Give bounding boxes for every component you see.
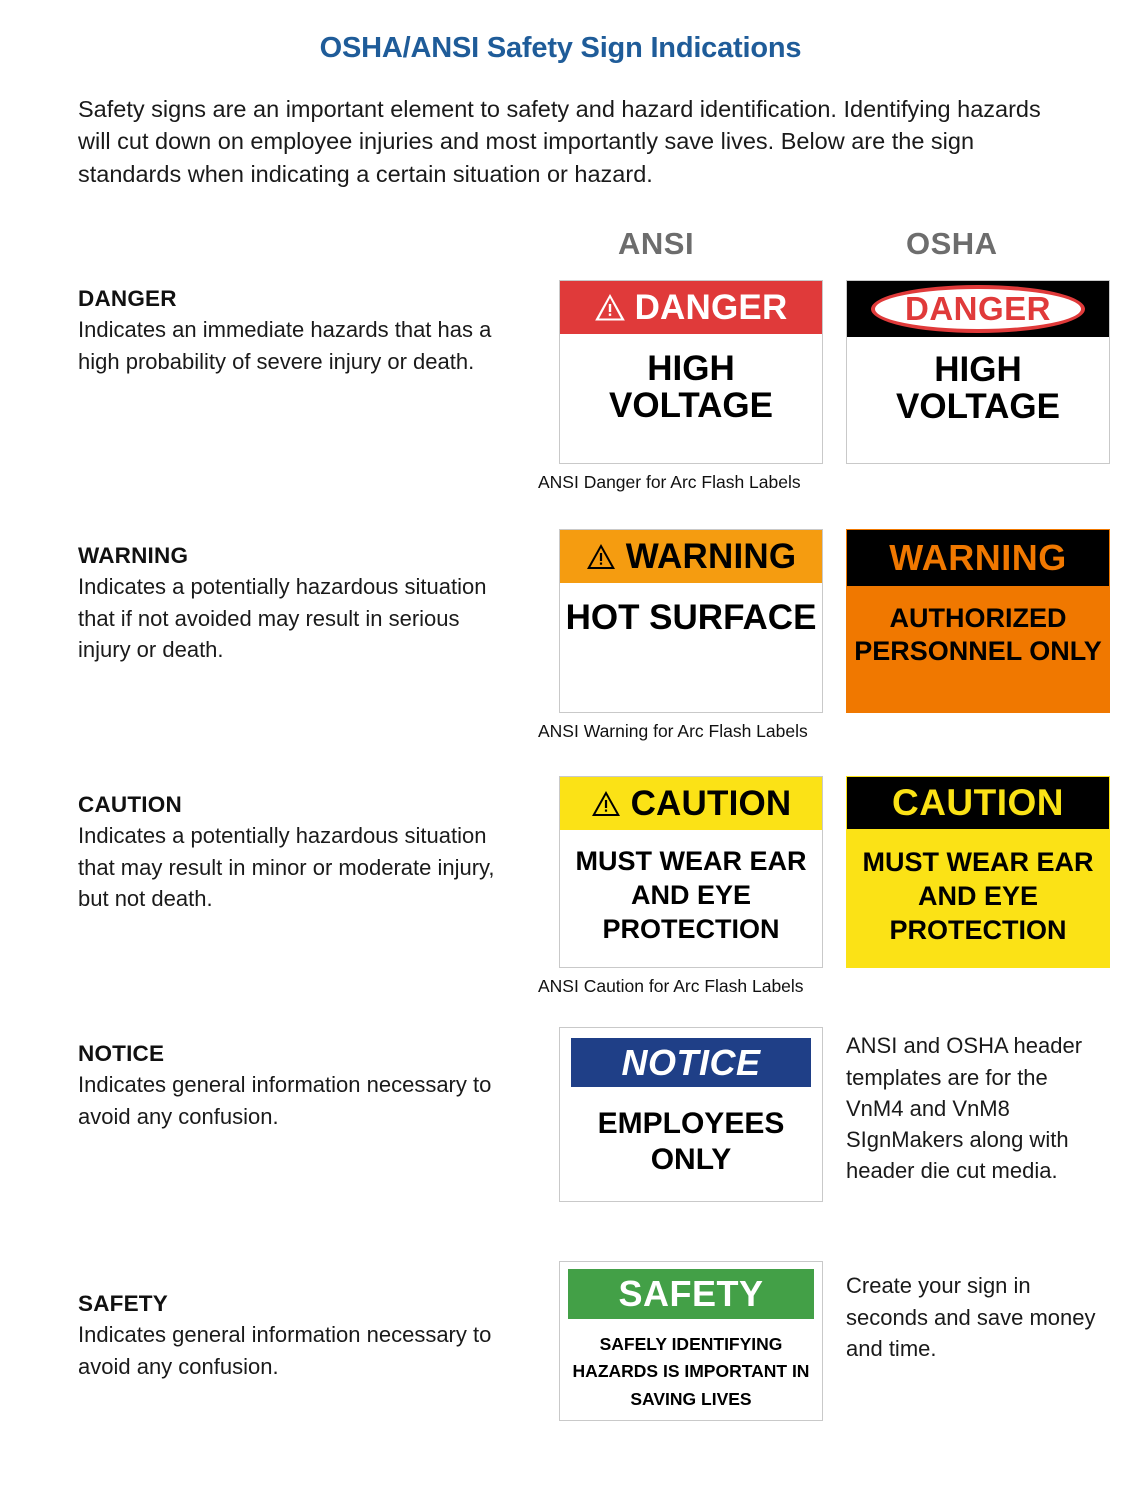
warning-triangle-icon (595, 294, 625, 321)
warning-triangle-icon (586, 543, 616, 570)
row-heading-safety: SAFETY (78, 1291, 168, 1317)
ansi-danger-header-text: DANGER (634, 287, 788, 327)
sign-ansi-notice (559, 1027, 823, 1202)
row-heading-danger: DANGER (78, 286, 177, 312)
osha-warning-header-text: WARNING (889, 537, 1067, 579)
ansi-caution-header-band (560, 777, 822, 830)
caption-ansi-warning: ANSI Warning for Arc Flash Labels (538, 721, 808, 742)
row-heading-notice: NOTICE (78, 1041, 165, 1067)
sign-ansi-caution (559, 776, 823, 968)
notice-header-text: NOTICE (621, 1041, 761, 1083)
osha-warning-header-band (847, 530, 1109, 586)
osha-danger-body-text: HIGH VOLTAGE (896, 350, 1060, 427)
row-text-warning: Indicates a potentially hazardous situation that if not avoided may result in serious injury or death. (78, 574, 487, 662)
ansi-warning-body-text: HOT SURFACE (565, 598, 817, 638)
ansi-caution-header-text: CAUTION (630, 783, 792, 823)
safety-body-text: SAFELY IDENTIFYING HAZARDS IS IMPORTANT IN SAVING LIVES (572, 1334, 810, 1409)
sign-osha-danger (846, 280, 1110, 464)
osha-caution-header-band (847, 777, 1109, 829)
column-header-ansi: ANSI (618, 226, 695, 262)
ansi-danger-body-text: HIGH VOLTAGE (609, 349, 773, 426)
description-caution (78, 792, 518, 914)
row-text-caution: Indicates a potentially hazardous situation that may result in minor or moderate injury, but not death. (78, 823, 495, 911)
ansi-danger-header-band (560, 281, 822, 334)
column-header-osha: OSHA (906, 226, 998, 262)
warning-triangle-icon (591, 790, 621, 817)
row-text-danger: Indicates an immediate hazards that has a high probability of severe injury or death. (78, 317, 492, 374)
description-warning (78, 543, 518, 665)
page-title: OSHA/ANSI Safety Sign Indications (319, 32, 802, 64)
row-heading-caution: CAUTION (78, 792, 182, 818)
description-notice (78, 1041, 518, 1131)
row-text-notice: Indicates general information necessary to avoid any confusion. (78, 1072, 492, 1129)
description-safety (78, 1291, 518, 1381)
notice-header-band (568, 1035, 814, 1090)
osha-caution-body-text: MUST WEAR EAR AND EYE PROTECTION (862, 847, 1094, 946)
row-text-safety: Indicates general information necessary to avoid any confusion. (78, 1322, 492, 1379)
osha-caution-header-text: CAUTION (891, 782, 1065, 824)
description-danger (78, 286, 518, 376)
osha-danger-header-band (847, 281, 1109, 337)
sign-osha-caution (846, 776, 1110, 968)
note-create-sign: Create your sign in seconds and save money and time. (846, 1273, 1096, 1361)
note-templates: ANSI and OSHA header templates are for the VnM4 and VnM8 SIgnMakers along with header die cut media. (846, 1033, 1083, 1184)
ansi-caution-body-text: MUST WEAR EAR AND EYE PROTECTION (575, 846, 807, 945)
intro-paragraph: Safety signs are an important element to safety and hazard identification. Identifying hazards will cut down on employee injuries and most importantly save lives. Below are the sign standards when indicating a certain situation or hazard. (78, 96, 1041, 187)
osha-danger-header-text: DANGER (871, 285, 1085, 333)
sign-ansi-warning (559, 529, 823, 713)
caption-ansi-danger: ANSI Danger for Arc Flash Labels (538, 472, 801, 493)
sign-ansi-danger (559, 280, 823, 464)
ansi-warning-header-band (560, 530, 822, 583)
sign-ansi-safety (559, 1261, 823, 1421)
safety-header-text: SAFETY (618, 1273, 764, 1315)
sign-osha-warning (846, 529, 1110, 713)
row-heading-warning: WARNING (78, 543, 189, 569)
column-headers (40, 226, 1081, 280)
notice-body-text: EMPLOYEES ONLY (597, 1107, 785, 1176)
ansi-warning-header-text: WARNING (625, 536, 797, 576)
safety-header-band (568, 1269, 814, 1319)
osha-warning-body-text: AUTHORIZED PERSONNEL ONLY (854, 603, 1102, 667)
caption-ansi-caution: ANSI Caution for Arc Flash Labels (538, 976, 804, 997)
